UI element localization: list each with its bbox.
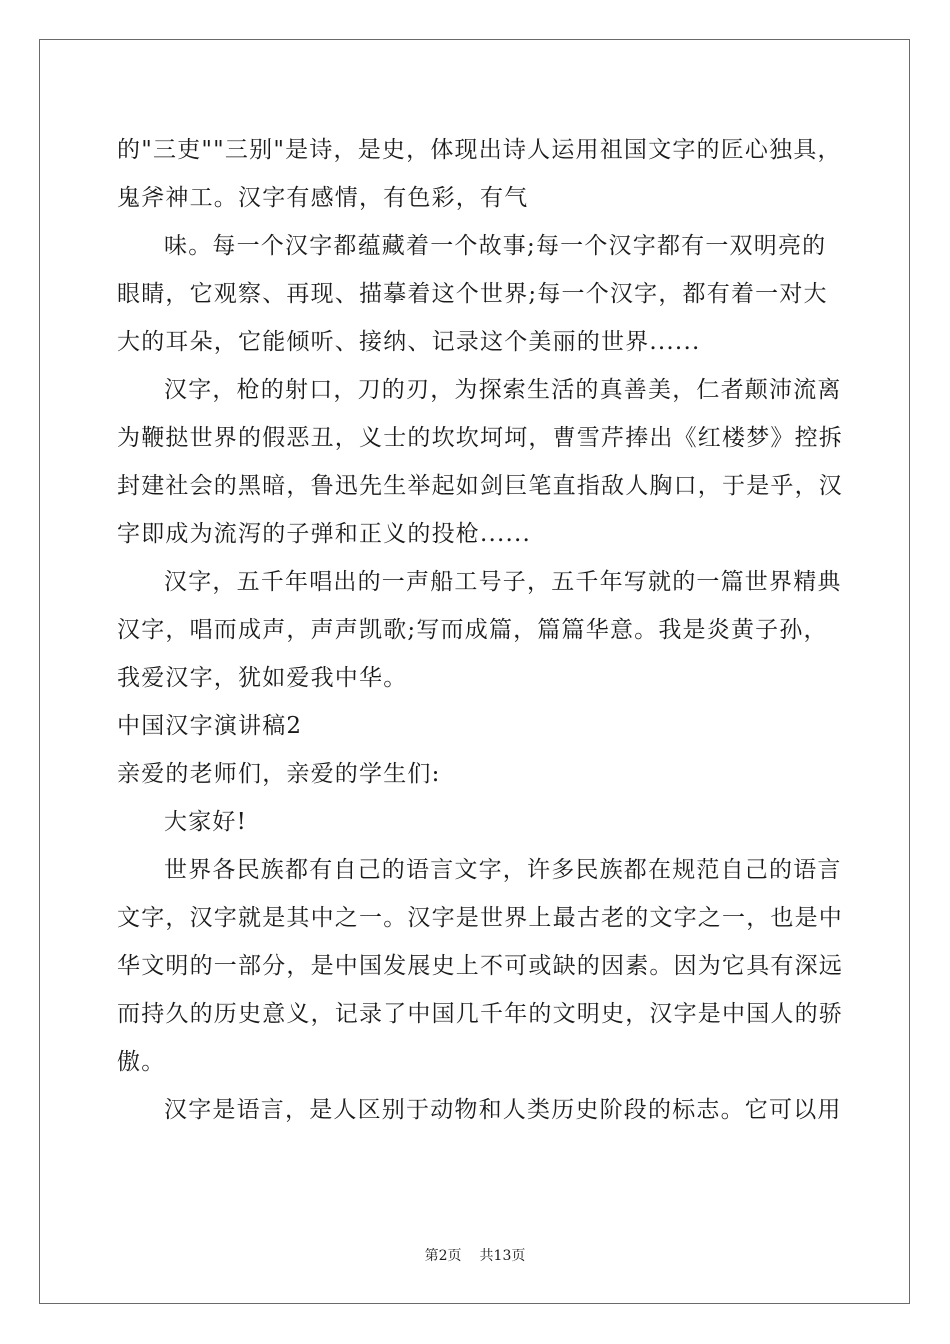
text-line-16: 世界各民族都有自己的语言文字，许多民族都在规范自己的语言 <box>164 857 842 883</box>
text-line-2: 鬼斧神工。汉字有感情，有色彩，有气 <box>117 185 529 211</box>
greeting: 大家好! <box>164 809 248 835</box>
text-block <box>117 126 843 1134</box>
text-line-17: 文字，汉字就是其中之一。汉字是世界上最古老的文字之一，也是中 <box>117 905 843 931</box>
text-line-18: 华文明的一部分，是中国发展史上不可或缺的因素。因为它具有深远 <box>117 953 843 979</box>
page-footer <box>0 1246 950 1266</box>
text-line-3: 味。每一个汉字都蕴藏着一个故事;每一个汉字都有一双明亮的 <box>164 233 827 259</box>
text-line-19: 而持久的历史意义，记录了中国几千年的文明史，汉字是中国人的骄 <box>117 1001 843 1027</box>
salutation: 亲爱的老师们，亲爱的学生们: <box>117 761 441 787</box>
text-line-10: 汉字，五千年唱出的一声船工号子，五千年写就的一篇世界精典 <box>164 569 842 595</box>
page-total: 共13页 <box>479 1248 526 1264</box>
text-line-4: 眼睛，它观察、再现、描摹着这个世界;每一个汉字，都有着一对大 <box>117 281 828 307</box>
document-body <box>117 126 843 1134</box>
page-number: 第2页 <box>424 1248 462 1264</box>
text-line-5: 大的耳朵，它能倾听、接纳、记录这个美丽的世界...... <box>117 329 701 355</box>
text-line-8: 封建社会的黑暗，鲁迅先生举起如剑巨笔直指敌人胸口，于是乎，汉 <box>117 473 843 499</box>
text-line-21: 汉字是语言，是人区别于动物和人类历史阶段的标志。它可以用 <box>164 1097 842 1123</box>
text-line-7: 为鞭挞世界的假恶丑，义士的坎坎坷坷，曹雪芹捧出《红楼梦》控拆 <box>117 425 843 451</box>
text-line-9: 字即成为流泻的子弹和正义的投枪...... <box>117 521 532 547</box>
text-line-6: 汉字，枪的射口，刀的刃，为探索生活的真善美，仁者颠沛流离 <box>164 377 842 403</box>
text-line-12: 我爱汉字，犹如爱我中华。 <box>117 665 408 691</box>
section-heading: 中国汉字演讲稿2 <box>117 713 303 739</box>
text-line-11: 汉字，唱而成声，声声凯歌;写而成篇，篇篇华意。我是炎黄子孙， <box>117 617 828 643</box>
text-line-20: 傲。 <box>117 1049 166 1075</box>
text-line-1: 的"三吏""三别"是诗，是史，体现出诗人运用祖国文字的匠心独具， <box>117 137 842 163</box>
